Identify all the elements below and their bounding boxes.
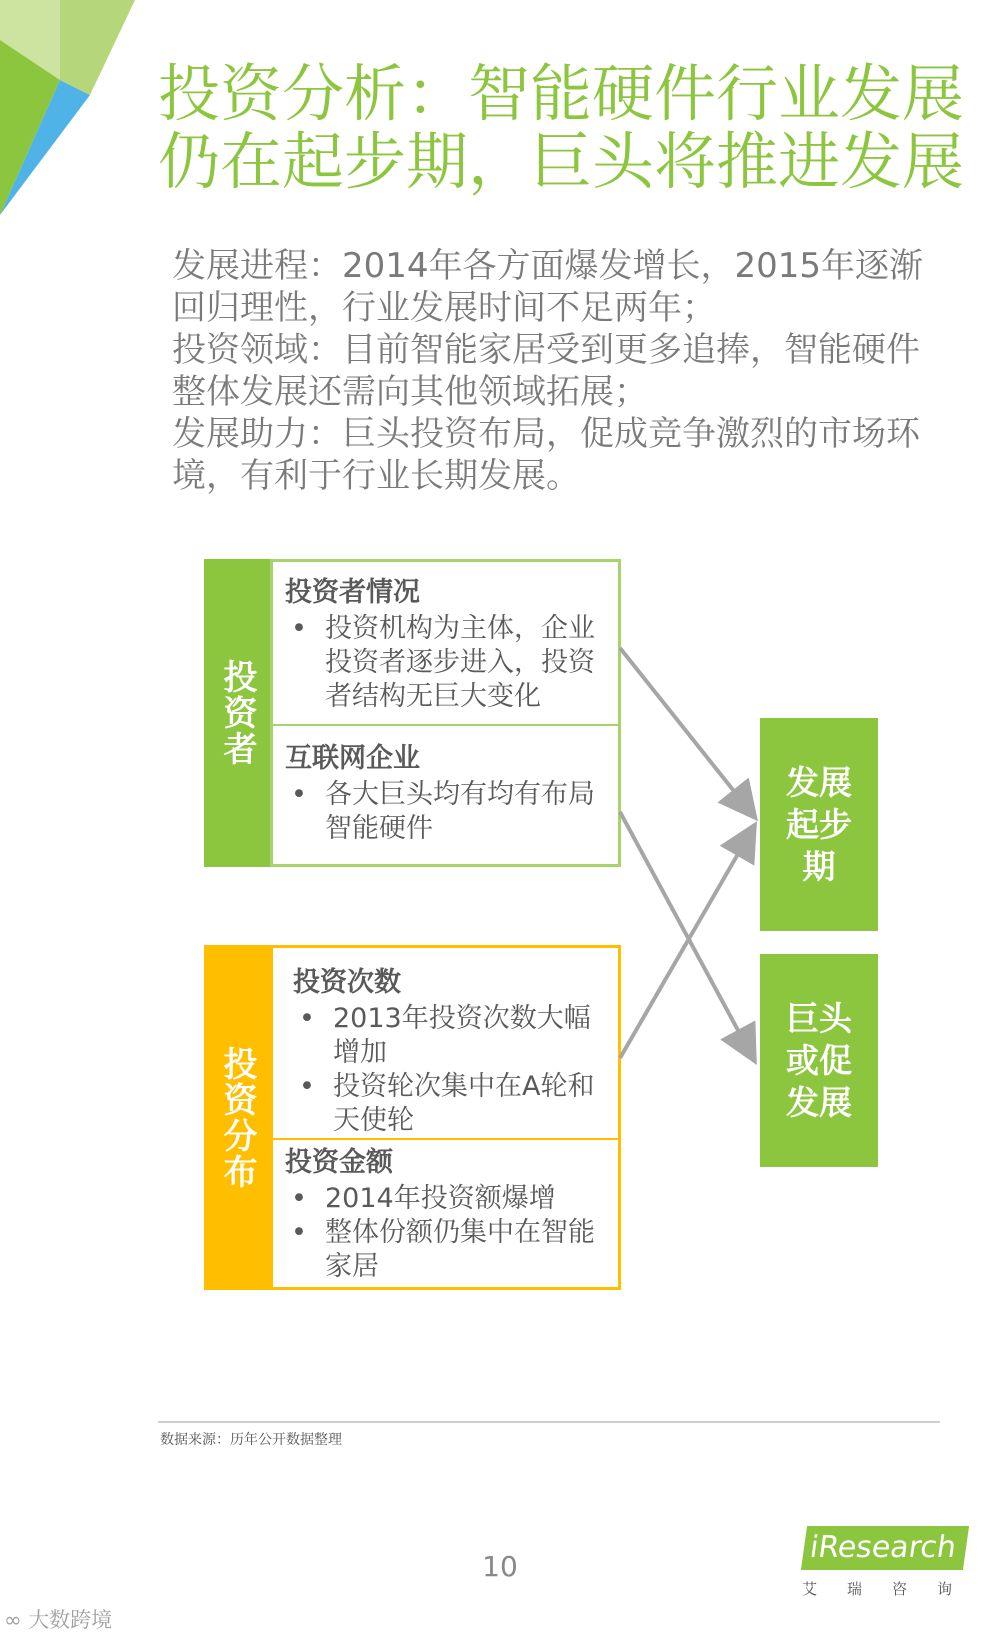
list-item: • 投资机构为主体，企业投资者逐步进入，投资者结构无巨大变化 [285,612,608,714]
result-early-stage-label: 发展起步期 [786,762,852,886]
section-title: 投资次数 [293,967,401,998]
page-number: 10 [482,1550,518,1583]
logo-char: 瑞 [846,1580,862,1598]
title-line-2: 仍在起步期，巨头将推进发展 [158,125,965,198]
distribution-label: 投资分布 [217,1045,257,1190]
watermark [4,1604,112,1634]
list-item: • 2014年投资额爆增 [285,1182,608,1216]
investors-label: 投资者 [217,659,257,767]
list-item: • 整体份额仍集中在智能家居 [285,1216,608,1284]
result-early-stage [760,718,878,931]
logo-wordmark: iResearch [801,1526,969,1570]
result-giants-promote-label: 巨头或促发展 [786,998,852,1122]
result-giants-promote [760,954,878,1167]
summary-progress: 发展进程：2014年各方面爆发增长，2015年逐渐回归理性，行业发展时间不足两年； [172,246,924,328]
list-item: • 投资轮次集中在A轮和天使轮 [293,1070,608,1138]
list-item: • 各大巨头均有均有布局智能硬件 [285,778,608,846]
summary-field: 投资领域：目前智能家居受到更多追捧，智能硬件整体发展还需向其他领域拓展； [172,330,920,412]
logo-char: 询 [936,1580,952,1598]
section-title: 投资金额 [285,1147,393,1178]
arrow-investors-to-stage [620,648,753,815]
summary-support: 发展助力：巨头投资布局，促成竞争激烈的市场环境，有利于行业长期发展。 [172,414,920,496]
logo-chinese [802,1578,952,1599]
iresearch-logo [796,1518,959,1628]
section-title: 互联网企业 [285,743,420,774]
footer-rule [158,1421,940,1423]
logo-char: 艾 [802,1580,818,1598]
data-source: 数据来源：历年公开数据整理 [160,1432,342,1448]
list-item: • 2013年投资次数大幅增加 [293,1002,608,1070]
title-line-1: 投资分析：智能硬件行业发展 [158,57,965,130]
section-title: 投资者情况 [285,577,420,608]
watermark-text: 大数跨境 [28,1608,113,1632]
watermark-icon: ∞ [4,1608,22,1632]
logo-char: 咨 [891,1580,907,1598]
